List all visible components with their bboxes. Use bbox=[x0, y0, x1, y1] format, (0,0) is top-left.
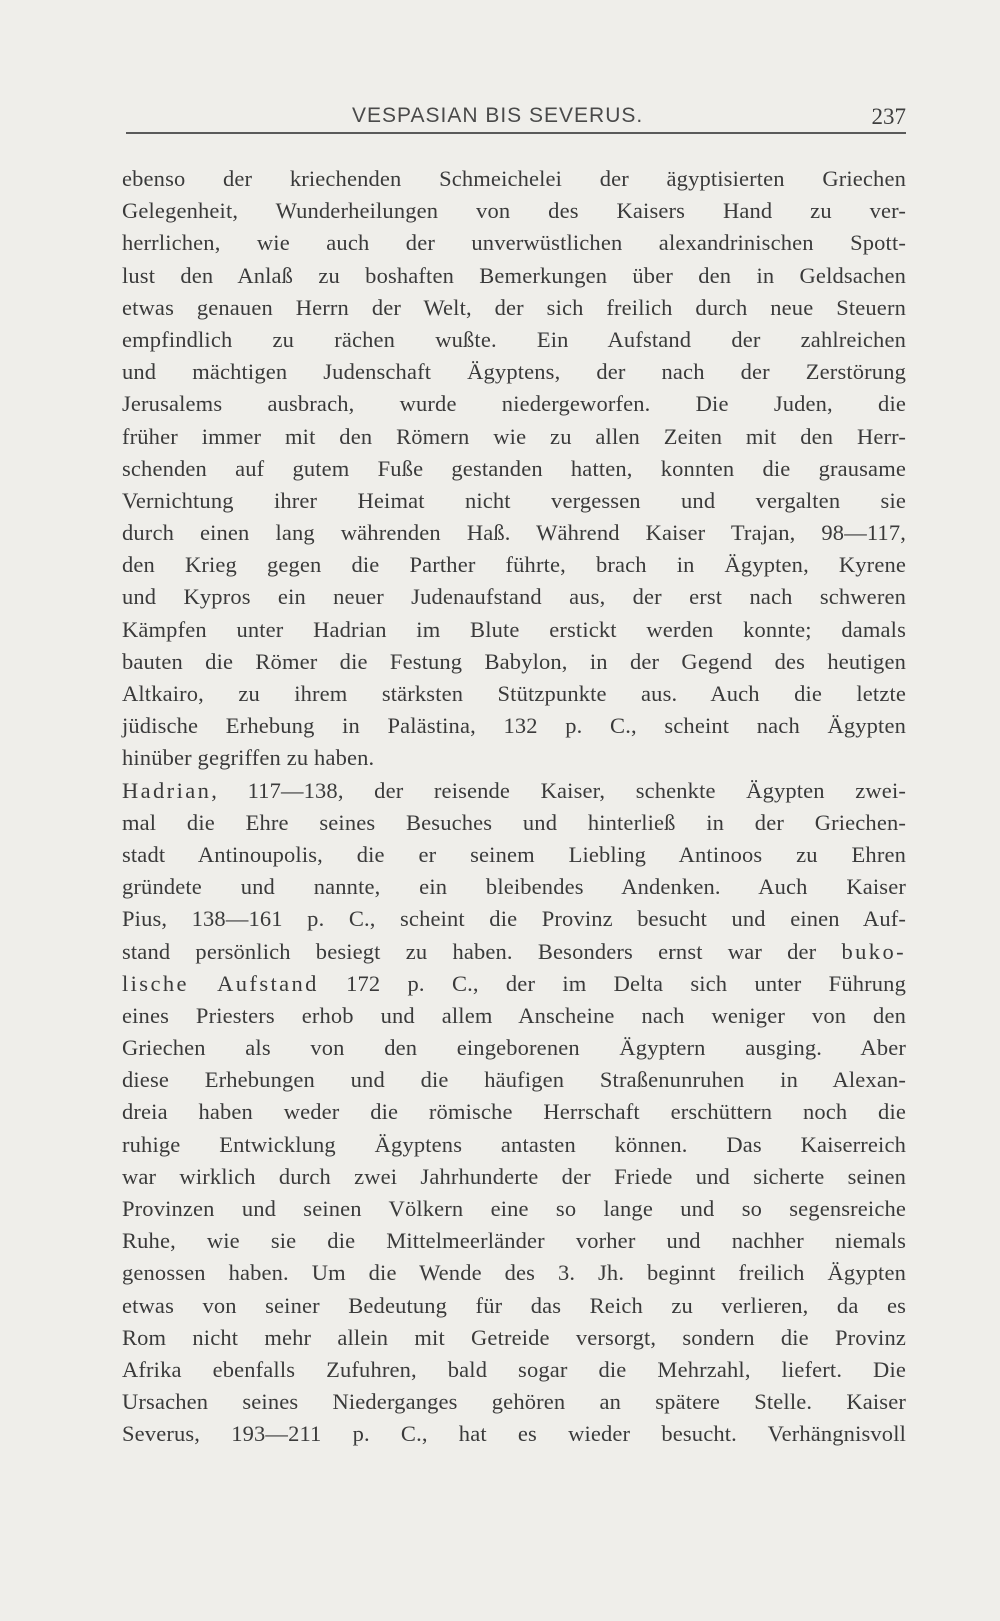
text-line: Kämpfen unter Hadrian im Blute erstickt werden konnte; damals bbox=[122, 616, 906, 642]
text-line: Altkairo, zu ihrem stärksten Stützpunkte aus. Auch die letzte bbox=[122, 681, 906, 706]
text-line: Afrika ebenfalls Zufuhren, bald sogar die Mehrzahl, liefert. Die bbox=[122, 1356, 906, 1382]
text-line: ebenso der kriechenden Schmeichelei der ägyptisierten Griechen bbox=[122, 166, 906, 191]
text-line: empfindlich zu rächen wußte. Ein Aufstand der zahlreichen bbox=[122, 326, 906, 352]
text-line: und mächtigen Judenschaft Ägyptens, der nach der Zerstörung bbox=[122, 359, 906, 385]
text-line: etwas genauen Herrn der Welt, der sich freilich durch neue Steuern bbox=[122, 294, 906, 320]
text-line: Jerusalems ausbrach, wurde niedergeworfen. Die Juden, die bbox=[122, 391, 906, 417]
text-line: war wirklich durch zwei Jahrhunderte der Friede und sicherte seinen bbox=[122, 1163, 906, 1189]
text-line-bukolisch bbox=[122, 936, 906, 968]
text-line: hinüber gegriffen zu haben. bbox=[122, 745, 375, 771]
text-line: eines Priesters erhob und allem Anscheine nach weniger von den bbox=[122, 1002, 906, 1028]
text-line-aufstand bbox=[122, 968, 906, 1000]
text-line: bauten die Römer die Festung Babylon, in der Gegend des heutigen bbox=[122, 648, 906, 674]
running-title: VESPASIAN BIS SEVERUS. bbox=[352, 104, 644, 127]
text-line: lust den Anlaß zu boshaften Bemerkungen über den in Geldsachen bbox=[122, 262, 906, 288]
text-line: Gelegenheit, Wunderheilungen von des Kaisers Hand zu ver- bbox=[122, 198, 906, 224]
text-line: Provinzen und seinen Völkern eine so lange und so segensreiche bbox=[122, 1196, 906, 1221]
text-line: schenden auf gutem Fuße gestanden hatten, konnten die grausame bbox=[122, 455, 906, 481]
text-line: Griechen als von den eingeborenen Ägyptern ausging. Aber bbox=[122, 1035, 906, 1061]
text-line: etwas von seiner Bedeutung für das Reich zu verlieren, da es bbox=[122, 1292, 906, 1318]
emphasis-hadrian: Hadrian bbox=[122, 777, 212, 803]
text-line: gründete und nannte, ein bleibendes Andenken. Auch Kaiser bbox=[122, 874, 906, 900]
text-line: Vernichtung ihrer Heimat nicht vergessen und vergalten sie bbox=[122, 487, 906, 513]
text-line-hadrian bbox=[122, 775, 906, 807]
text-line: jüdische Erhebung in Palästina, 132 p. C., scheint nach Ägypten bbox=[122, 713, 906, 739]
text-fragment: , 117—138, der reisende Kaiser, schenkte Ägypten zwei- bbox=[211, 777, 906, 803]
emphasis-buko: buko- bbox=[841, 938, 906, 964]
text-line: durch einen lang währenden Haß. Während Kaiser Trajan, 98—117, bbox=[122, 520, 906, 546]
emphasis-aufstand: lische Aufstand bbox=[122, 970, 319, 996]
text-line: mal die Ehre seines Besuches und hinterließ in der Griechen- bbox=[122, 809, 906, 835]
text-line: dreia haben weder die römische Herrschaft erschüttern noch die bbox=[122, 1099, 906, 1125]
text-line: und Kypros ein neuer Judenaufstand aus, der erst nach schweren bbox=[122, 584, 906, 610]
text-line: genossen haben. Um die Wende des 3. Jh. beginnt freilich Ägypten bbox=[122, 1260, 906, 1286]
page-header bbox=[126, 102, 906, 134]
text-line: Pius, 138—161 p. C., scheint die Provinz besucht und einen Auf- bbox=[122, 906, 906, 932]
text-line: den Krieg gegen die Parther führte, brach in Ägypten, Kyrene bbox=[122, 552, 906, 578]
text-line: ruhige Entwicklung Ägyptens antasten können. Das Kaiserreich bbox=[122, 1131, 906, 1157]
text-line: Ursachen seines Niederganges gehören an spätere Stelle. Kaiser bbox=[122, 1389, 906, 1415]
text-fragment: 172 p. C., der im Delta sich unter Führung bbox=[318, 970, 906, 996]
text-line: früher immer mit den Römern wie zu allen Zeiten mit den Herr- bbox=[122, 423, 906, 449]
text-line: herrlichen, wie auch der unverwüstlichen alexandrinischen Spott- bbox=[122, 230, 906, 256]
text-line: stadt Antinoupolis, die er seinem Liebling Antinoos zu Ehren bbox=[122, 841, 906, 867]
body-text bbox=[122, 163, 906, 1451]
text-fragment: stand persönlich besiegt zu haben. Besonders ernst war der bbox=[122, 938, 817, 964]
text-line: Ruhe, wie sie die Mittelmeerländer vorher und nachher niemals bbox=[122, 1228, 906, 1254]
text-line: diese Erhebungen und die häufigen Straßenunruhen in Alexan- bbox=[122, 1067, 906, 1093]
text-line: Rom nicht mehr allein mit Getreide versorgt, sondern die Provinz bbox=[122, 1324, 906, 1350]
page-number: 237 bbox=[871, 104, 906, 129]
text-line: Severus, 193—211 p. C., hat es wieder besucht. Verhängnisvoll bbox=[122, 1421, 906, 1447]
